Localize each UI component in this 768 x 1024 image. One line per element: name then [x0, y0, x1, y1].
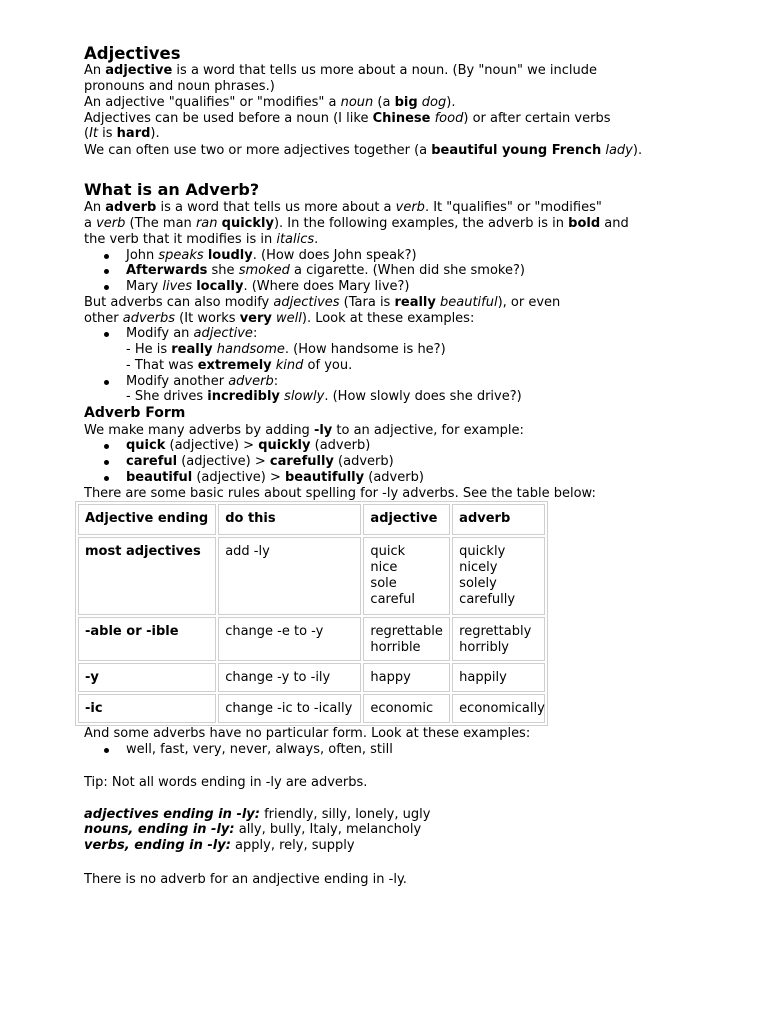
table-header: adjective [363, 504, 450, 535]
adjective-cell: quick nice sole careful [363, 537, 450, 615]
bullet-icon [104, 460, 109, 465]
spelling-table [75, 501, 548, 726]
adverb-definition-line-2: a verb (The man ran quickly). In the following examples, the adverb is in bold and [84, 216, 629, 231]
table-header: adverb [452, 504, 545, 535]
table-row [78, 694, 545, 723]
example-line: - She drives incredibly slowly. (How slowly does she drive?) [126, 389, 522, 404]
adjective-multiple-line: We can often use two or more adjectives together (a beautiful young French lady). [84, 143, 643, 158]
list-item: quick (adjective) > quickly (adverb) [126, 438, 371, 453]
bullet-icon [104, 476, 109, 481]
list-item: Mary lives locally. (Where does Mary live?) [126, 279, 410, 294]
bullet-icon [104, 380, 109, 385]
verbs-ly-line: verbs, ending in -ly: apply, rely, supply [84, 838, 355, 853]
adjective-usage-line-2: (It is hard). [84, 126, 160, 141]
adjective-qualifies-line: An adjective "qualifies" or "modifies" a noun (a big dog). [84, 95, 456, 110]
adverb-definition-line: An adverb is a word that tells us more about a verb. It "qualifies" or "modifies" [84, 200, 602, 215]
ending-cell: -y [78, 663, 216, 692]
bullet-icon [104, 332, 109, 337]
table-header: do this [218, 504, 361, 535]
adjective-definition-line-2: pronouns and noun phrases.) [84, 79, 275, 94]
adjective-cell: economic [363, 694, 450, 723]
adverb-cell: regrettably horribly [452, 617, 545, 661]
adverb-cell: quickly nicely solely carefully [452, 537, 545, 615]
adverb-definition-line-3: the verb that it modifies is in italics. [84, 232, 319, 247]
table-row [78, 663, 545, 692]
list-item: well, fast, very, never, always, often, still [126, 742, 393, 757]
list-item: careful (adjective) > carefully (adverb) [126, 454, 394, 469]
bullet-icon [104, 444, 109, 449]
bullet-icon [104, 285, 109, 290]
adjective-cell: regrettable horrible [363, 617, 450, 661]
list-item: Modify an adjective: [126, 326, 258, 341]
no-form-line: And some adverbs have no particular form. Look at these examples: [84, 726, 531, 741]
ending-cell: -ic [78, 694, 216, 723]
adverb-heading: What is an Adverb? [84, 180, 260, 199]
table-header-row [78, 504, 545, 535]
adverb-form-line: We make many adverbs by adding -ly to an adjective, for example: [84, 423, 524, 438]
nouns-ly-line: nouns, ending in -ly: ally, bully, Italy, melancholy [84, 822, 422, 837]
spelling-rules-line: There are some basic rules about spelling for -ly adverbs. See the table below: [84, 486, 596, 501]
bullet-icon [104, 748, 109, 753]
adjectives-ly-line: adjectives ending in -ly: friendly, silly, lonely, ugly [84, 807, 431, 822]
rule-cell: change -e to -y [218, 617, 361, 661]
adjective-usage-line: Adjectives can be used before a noun (I like Chinese food) or after certain verbs [84, 111, 611, 126]
adverb-form-heading: Adverb Form [84, 405, 186, 421]
adverb-cell: happily [452, 663, 545, 692]
adverb-modify-line-2: other adverbs (It works very well). Look at these examples: [84, 311, 475, 326]
example-line: - That was extremely kind of you. [126, 358, 353, 373]
adverb-modify-line: But adverbs can also modify adjectives (Tara is really beautiful), or even [84, 295, 561, 310]
list-item: Modify another adverb: [126, 374, 279, 389]
bullet-icon [104, 269, 109, 274]
adverb-cell: economically [452, 694, 545, 723]
table-header: Adjective ending [78, 504, 216, 535]
bullet-icon [104, 254, 109, 259]
rule-cell: change -ic to -ically [218, 694, 361, 723]
final-note-line: There is no adverb for an andjective ending in -ly. [84, 872, 407, 887]
adjective-definition-line: An adjective is a word that tells us more about a noun. (By "noun" we include [84, 63, 597, 78]
adjective-cell: happy [363, 663, 450, 692]
ending-cell: most adjectives [78, 537, 216, 615]
rule-cell: change -y to -ily [218, 663, 361, 692]
table-row [78, 617, 545, 661]
table-row [78, 537, 545, 615]
adjectives-heading: Adjectives [84, 44, 181, 63]
list-item: Afterwards she smoked a cigarette. (When did she smoke?) [126, 263, 525, 278]
list-item: beautiful (adjective) > beautifully (adverb) [126, 470, 424, 485]
rule-cell: add -ly [218, 537, 361, 615]
ending-cell: -able or -ible [78, 617, 216, 661]
list-item: John speaks loudly. (How does John speak?) [126, 248, 417, 263]
tip-line: Tip: Not all words ending in -ly are adverbs. [84, 775, 368, 790]
example-line: - He is really handsome. (How handsome is he?) [126, 342, 446, 357]
